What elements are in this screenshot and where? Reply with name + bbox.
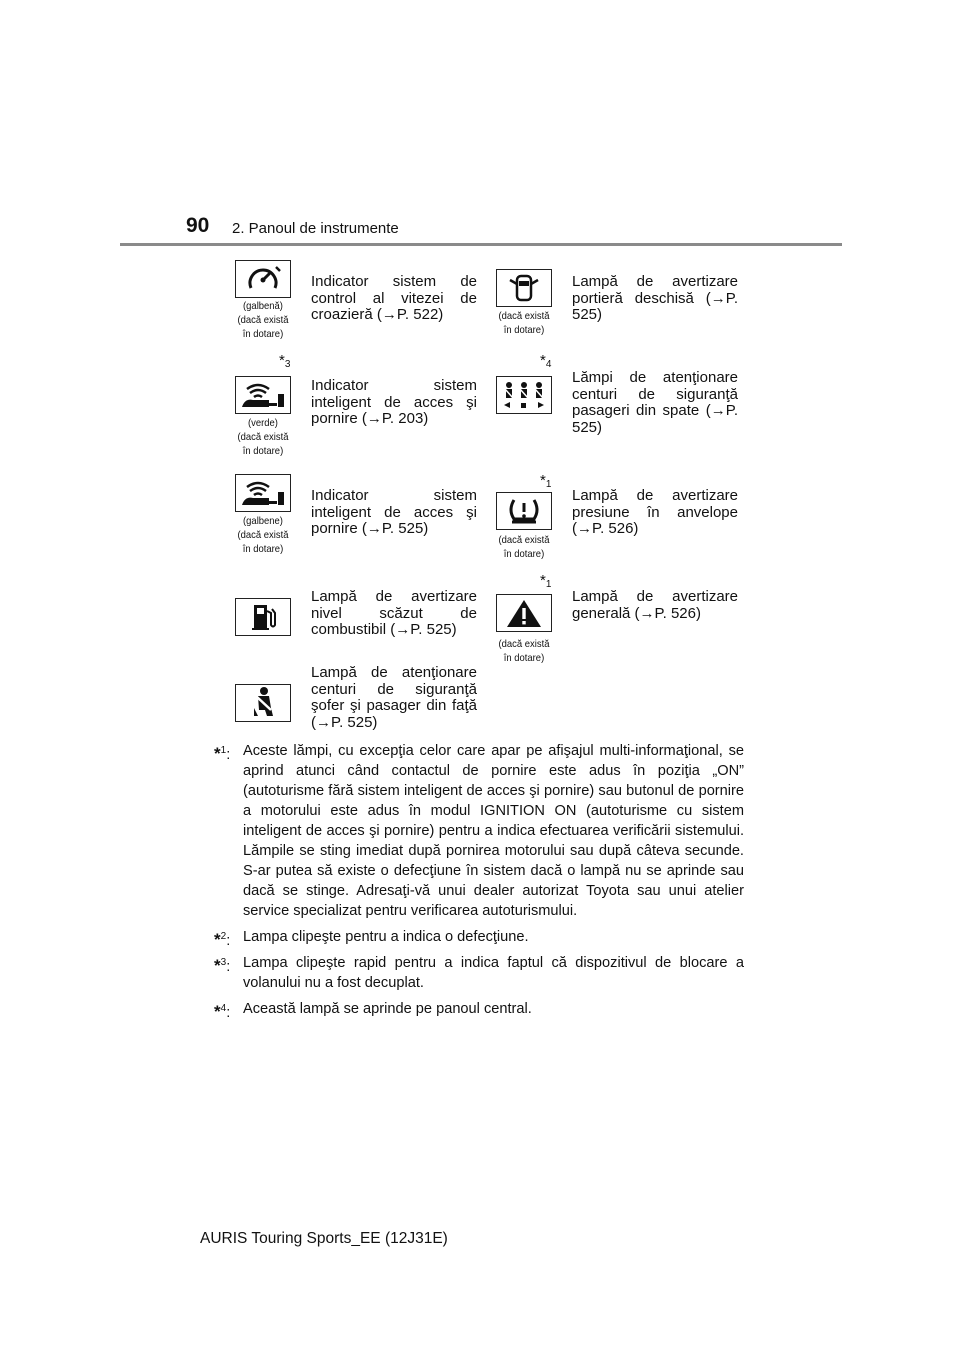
- footnote-marker: $*_3$: [279, 352, 291, 370]
- footnote-key: *$^2$:: [214, 930, 231, 949]
- section-title: 2. Panoul de instrumente: [232, 220, 399, 237]
- indicator-description: Indicator sistem inteligent de acces şi pornire (→P. 525): [311, 487, 477, 537]
- icon-note: (verde) (dacă există în dotare): [237, 417, 289, 457]
- indicator-description: Indicator sistem inteligent de acces şi pornire (→P. 203): [311, 377, 477, 427]
- footnote-marker: $*_1$: [540, 472, 552, 490]
- indicator-description: Lampă de atenţionare centuri de siguranţă şofer şi pasager din faţă (→P. 525): [311, 664, 477, 731]
- footnote-key: *$^1$:: [214, 744, 231, 763]
- footnote-2: *$^2$: Lampa clipeşte pentru a indica o defecţiune.: [214, 929, 529, 949]
- footnote-key: *$^3$:: [214, 956, 231, 975]
- document-footer: AURIS Touring Sports_EE (12J31E): [200, 1230, 448, 1247]
- footnote-1: *$^1$: Aceste lămpi, cu excepţia celor care apar pe afişajul multi-informaţional, se aprind atunci când contactul de pornire este adus în poziţia „ON” (autoturisme fără sistem inteligent de acces şi pornire) sau butonul de pornire a motorului este adus în modul IGNITION ON (autoturisme cu sistem inteligent de acces şi pornire) pentru a indica efectuarea verificării sistemului. Lămpile se sting imediat după pornirea motorului sau după câteva secunde. S-ar putea să existe o defecţiune în sistem dacă o lampă nu se aprinde sau dacă se stinge. Adresaţi-vă unui dealer autorizat Toyota sau unui atelier service specializat pentru verificarea autoturismului.: [214, 743, 744, 919]
- seatbelt-icon: [235, 684, 291, 722]
- tire-pressure-icon: [496, 492, 552, 530]
- indicator-description: Lămpi de atenţionare centuri de siguranţă pasageri din spate (→P. 525): [572, 369, 738, 436]
- indicator-description: Lampă de avertizare presiune în anvelope (→P. 526): [572, 487, 738, 537]
- indicator-description: Lampă de avertizare portieră deschisă (→P. 525): [572, 273, 738, 323]
- smart-key-icon: [235, 474, 291, 512]
- door-open-icon: [496, 269, 552, 307]
- rear-seatbelt-icon: [496, 376, 552, 414]
- icon-note: (galbenă) (dacă există în dotare): [237, 300, 289, 340]
- cruise-control-icon: [235, 260, 291, 298]
- footnote-marker: $*_4$: [540, 352, 552, 370]
- footnote-3: *$^3$: Lampa clipeşte rapid pentru a indica faptul că dispozitivul de blocare a volanului nu a fost decuplat.: [214, 955, 744, 991]
- icon-note: (galbene) (dacă există în dotare): [237, 515, 289, 555]
- smart-key-icon: [235, 376, 291, 414]
- icon-note: (dacă există în dotare): [498, 310, 550, 336]
- header-rule: [120, 243, 842, 246]
- footnote-4: *$^4$: Această lampă se aprinde pe panoul central.: [214, 1001, 532, 1021]
- indicator-description: Indicator sistem de control al vitezei de croazieră (→P. 522): [311, 273, 477, 323]
- master-warning-icon: [496, 594, 552, 632]
- footnote-key: *$^4$:: [214, 1002, 231, 1021]
- fuel-pump-icon: [235, 598, 291, 636]
- page-number: 90: [186, 214, 210, 237]
- footnote-marker: $*_1$: [540, 572, 552, 590]
- indicator-description: Lampă de avertizare generală (→P. 526): [572, 588, 738, 622]
- icon-note: (dacă există în dotare): [498, 534, 550, 560]
- icon-note: (dacă există în dotare): [498, 638, 550, 664]
- footnotes: [214, 741, 744, 1025]
- indicator-description: Lampă de avertizare nivel scăzut de combustibil (→P. 525): [311, 588, 477, 638]
